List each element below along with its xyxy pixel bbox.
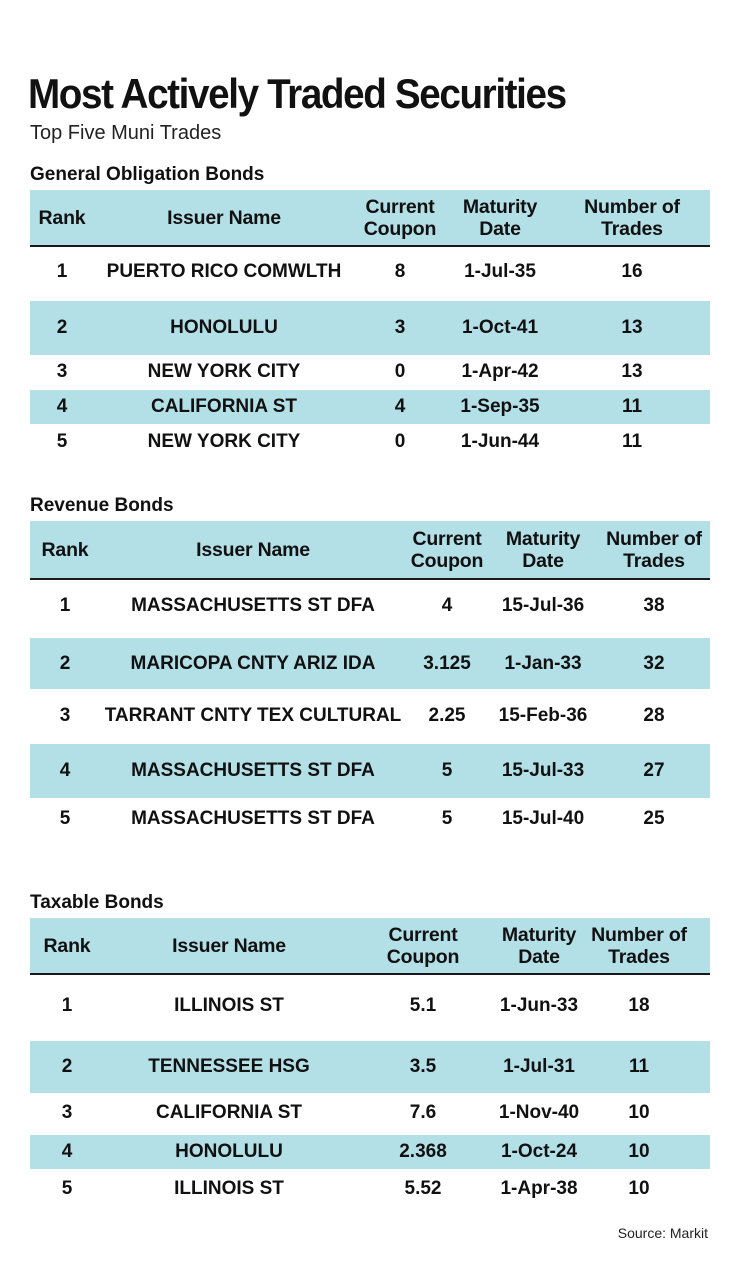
column-header-issuer-name: Issuer Name bbox=[172, 934, 286, 957]
cell-current-coupon: 5 bbox=[441, 760, 453, 781]
cell-maturity-date: 1-Nov-40 bbox=[498, 1102, 580, 1123]
column-header-current-coupon: Current Coupon bbox=[410, 527, 484, 572]
cell-number-of-trades: 27 bbox=[643, 760, 665, 781]
cell-maturity-date: 15-Feb-36 bbox=[498, 704, 588, 726]
cell-maturity-date: 1-Jun-44 bbox=[460, 431, 540, 452]
cell-rank: 1 bbox=[59, 595, 71, 616]
column-header-issuer-name: Issuer Name bbox=[196, 538, 310, 561]
table-row bbox=[30, 578, 710, 634]
column-header-maturity-date: Maturity Date bbox=[501, 923, 577, 968]
table-row bbox=[30, 1093, 710, 1133]
general-obligation-bonds-section-title: General Obligation Bonds bbox=[30, 164, 265, 185]
cell-rank: 1 bbox=[61, 995, 73, 1016]
cell-number-of-trades: 28 bbox=[643, 704, 665, 726]
cell-maturity-date: 15-Jul-33 bbox=[501, 760, 585, 781]
cell-number-of-trades: 10 bbox=[628, 1178, 650, 1199]
cell-rank: 3 bbox=[56, 360, 68, 382]
cell-rank: 1 bbox=[56, 261, 68, 282]
column-header-maturity-date: Maturity Date bbox=[462, 195, 538, 240]
cell-maturity-date: 1-Jun-33 bbox=[499, 995, 579, 1016]
column-header-number-of-trades: Number of Trades bbox=[584, 195, 680, 240]
revenue-bonds-section-title: Revenue Bonds bbox=[30, 495, 174, 516]
cell-current-coupon: 2.368 bbox=[399, 1141, 447, 1162]
cell-number-of-trades: 16 bbox=[621, 261, 643, 282]
cell-maturity-date: 1-Jan-33 bbox=[504, 652, 582, 674]
cell-issuer-name: MASSACHUSETTS ST DFA bbox=[131, 760, 375, 781]
cell-current-coupon: 0 bbox=[394, 431, 406, 452]
page-subtitle: Top Five Muni Trades bbox=[30, 122, 222, 144]
cell-maturity-date: 1-Apr-42 bbox=[461, 360, 539, 382]
column-header-current-coupon: Current Coupon bbox=[363, 195, 437, 240]
page-title: Most Actively Traded Securities bbox=[28, 70, 566, 117]
cell-number-of-trades: 11 bbox=[628, 1056, 650, 1077]
cell-maturity-date: 1-Jul-31 bbox=[503, 1056, 575, 1077]
cell-issuer-name: ILLINOIS ST bbox=[174, 1178, 284, 1199]
table-row bbox=[30, 798, 710, 840]
cell-rank: 3 bbox=[59, 704, 71, 726]
table-header-row bbox=[30, 521, 710, 580]
cell-issuer-name: PUERTO RICO COMWLTH bbox=[106, 261, 342, 282]
cell-rank: 2 bbox=[56, 317, 68, 338]
cell-current-coupon: 3 bbox=[394, 317, 406, 338]
cell-maturity-date: 1-Sep-35 bbox=[460, 396, 540, 417]
cell-issuer-name: ILLINOIS ST bbox=[174, 995, 284, 1016]
cell-number-of-trades: 13 bbox=[621, 360, 643, 382]
table-row bbox=[30, 301, 710, 355]
cell-rank: 5 bbox=[56, 431, 68, 452]
table-header-row bbox=[30, 190, 710, 247]
table-row bbox=[30, 1169, 710, 1209]
cell-number-of-trades: 38 bbox=[643, 595, 665, 616]
column-header-issuer-name: Issuer Name bbox=[167, 206, 281, 229]
cell-number-of-trades: 32 bbox=[643, 652, 665, 674]
table-row bbox=[30, 1135, 710, 1169]
cell-current-coupon: 3.125 bbox=[423, 652, 471, 674]
table-row bbox=[30, 638, 710, 689]
table-row bbox=[30, 1041, 710, 1093]
cell-current-coupon: 3.5 bbox=[409, 1056, 437, 1077]
cell-issuer-name: HONOLULU bbox=[175, 1141, 283, 1162]
cell-number-of-trades: 10 bbox=[628, 1102, 650, 1123]
cell-current-coupon: 8 bbox=[394, 261, 406, 282]
column-header-rank: Rank bbox=[41, 538, 89, 561]
taxable-bonds-section-title: Taxable Bonds bbox=[30, 892, 164, 913]
cell-maturity-date: 1-Apr-38 bbox=[500, 1178, 578, 1199]
cell-issuer-name: MASSACHUSETTS ST DFA bbox=[131, 595, 375, 616]
cell-maturity-date: 1-Oct-41 bbox=[461, 317, 539, 338]
cell-issuer-name: CALIFORNIA ST bbox=[150, 396, 297, 417]
table-row bbox=[30, 245, 710, 299]
cell-issuer-name: NEW YORK CITY bbox=[147, 431, 301, 452]
cell-current-coupon: 5.1 bbox=[409, 995, 437, 1016]
table-row bbox=[30, 355, 710, 388]
column-header-number-of-trades: Number of Trades bbox=[606, 527, 702, 572]
cell-current-coupon: 0 bbox=[394, 360, 406, 382]
cell-number-of-trades: 11 bbox=[621, 396, 643, 417]
column-header-current-coupon: Current Coupon bbox=[386, 923, 460, 968]
table-row bbox=[30, 973, 710, 1039]
cell-rank: 2 bbox=[61, 1056, 73, 1077]
column-header-number-of-trades: Number of Trades bbox=[591, 923, 687, 968]
table-row bbox=[30, 689, 710, 742]
cell-rank: 2 bbox=[59, 652, 71, 674]
cell-number-of-trades: 11 bbox=[621, 431, 643, 452]
cell-maturity-date: 15-Jul-36 bbox=[501, 595, 585, 616]
table-row bbox=[30, 424, 710, 460]
cell-current-coupon: 4 bbox=[441, 595, 453, 616]
cell-issuer-name: MASSACHUSETTS ST DFA bbox=[131, 808, 375, 829]
column-header-rank: Rank bbox=[43, 934, 91, 957]
cell-issuer-name: TARRANT CNTY TEX CULTURAL bbox=[104, 704, 402, 726]
cell-number-of-trades: 13 bbox=[621, 317, 643, 338]
table-row bbox=[30, 744, 710, 798]
cell-maturity-date: 1-Jul-35 bbox=[464, 261, 536, 282]
cell-rank: 3 bbox=[61, 1102, 73, 1123]
cell-rank: 4 bbox=[56, 396, 68, 417]
table-row bbox=[30, 390, 710, 424]
column-header-maturity-date: Maturity Date bbox=[505, 527, 581, 572]
cell-current-coupon: 7.6 bbox=[409, 1102, 437, 1123]
cell-number-of-trades: 25 bbox=[643, 808, 665, 829]
cell-maturity-date: 15-Jul-40 bbox=[501, 808, 585, 829]
cell-issuer-name: MARICOPA CNTY ARIZ IDA bbox=[130, 652, 376, 674]
cell-issuer-name: NEW YORK CITY bbox=[147, 360, 301, 382]
cell-current-coupon: 5.52 bbox=[404, 1178, 442, 1199]
cell-issuer-name: CALIFORNIA ST bbox=[155, 1102, 302, 1123]
table-header-row bbox=[30, 918, 710, 975]
cell-rank: 5 bbox=[59, 808, 71, 829]
cell-rank: 4 bbox=[59, 760, 71, 781]
cell-rank: 5 bbox=[61, 1178, 73, 1199]
cell-current-coupon: 2.25 bbox=[428, 704, 466, 726]
cell-maturity-date: 1-Oct-24 bbox=[500, 1141, 578, 1162]
cell-rank: 4 bbox=[61, 1141, 73, 1162]
cell-issuer-name: HONOLULU bbox=[170, 317, 278, 338]
cell-issuer-name: TENNESSEE HSG bbox=[148, 1056, 310, 1077]
source-note: Source: Markit bbox=[617, 1225, 708, 1241]
cell-current-coupon: 5 bbox=[441, 808, 453, 829]
cell-number-of-trades: 10 bbox=[628, 1141, 650, 1162]
cell-number-of-trades: 18 bbox=[628, 995, 650, 1016]
column-header-rank: Rank bbox=[38, 206, 86, 229]
cell-current-coupon: 4 bbox=[394, 396, 406, 417]
